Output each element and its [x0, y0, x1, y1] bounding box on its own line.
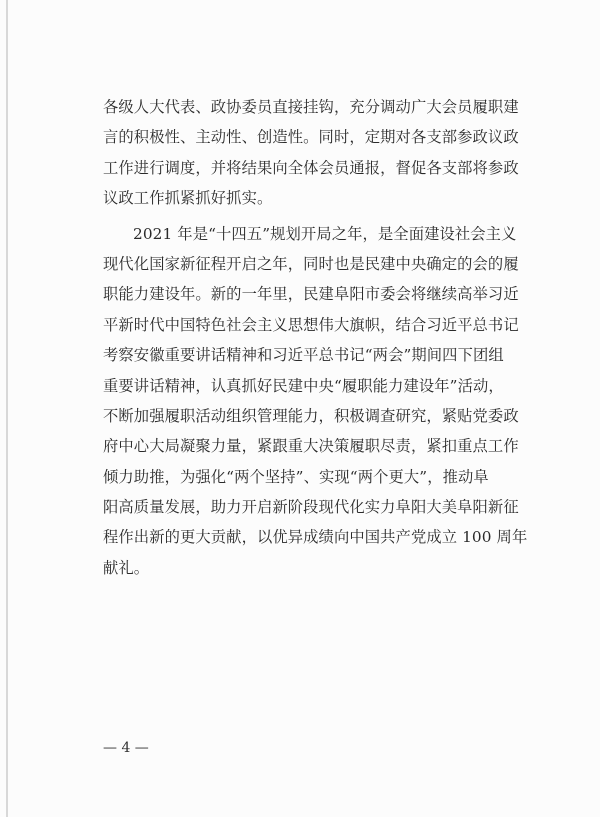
- text-line: 各级人大代表、政协委员直接挂钩，充分调动广大会员履职建: [103, 98, 519, 116]
- document-body: [103, 92, 528, 583]
- text-line: 现代化国家新征程开启之年，同时也是民建中央确定的会的履: [103, 254, 519, 273]
- page-left-edge: [6, 0, 8, 817]
- text-line: 平新时代中国特色社会主义思想伟大旗帜，结合习近平总书记: [103, 315, 519, 334]
- text-line: 议政工作抓紧抓好抓实。: [103, 189, 273, 208]
- text-line: 言的积极性、主动性、创造性。同时，定期对各支部参政议政: [103, 128, 519, 147]
- text-line: 工作进行调度，并将结果向全体会员通报，督促各支部将参政: [103, 158, 519, 177]
- text-line: 重要讲话精神，认真抓好民建中央“履职能力建设年”活动，: [103, 376, 504, 395]
- text-line: 考察安徽重要讲话精神和习近平总书记“两会”期间四下团组: [103, 346, 504, 365]
- text-line: 2021 年是“十四五”规划开局之年，是全面建设社会主义: [133, 224, 517, 243]
- text-line: 献礼。: [103, 558, 150, 577]
- text-line: 不断加强履职活动组织管理能力，积极调查研究，紧贴党委政: [103, 406, 519, 425]
- text-line: 阳高质量发展，助力开启新阶段现代化实力阜阳大美阜阳新征: [103, 498, 519, 517]
- text-line: 倾力助推，为强化“两个坚持”、实现“两个更大”，推动阜: [103, 467, 489, 486]
- text-line: 程作出新的更大贡献，以优异成绩向中国共产党成立 100 周年: [103, 528, 528, 547]
- page-number: — 4 —: [103, 740, 149, 756]
- text-line: 职能力建设年。新的一年里，民建阜阳市委会将继续高举习近: [103, 285, 519, 304]
- text-line: 府中心大局凝聚力量，紧跟重大决策履职尽责，紧扣重点工作: [103, 437, 519, 456]
